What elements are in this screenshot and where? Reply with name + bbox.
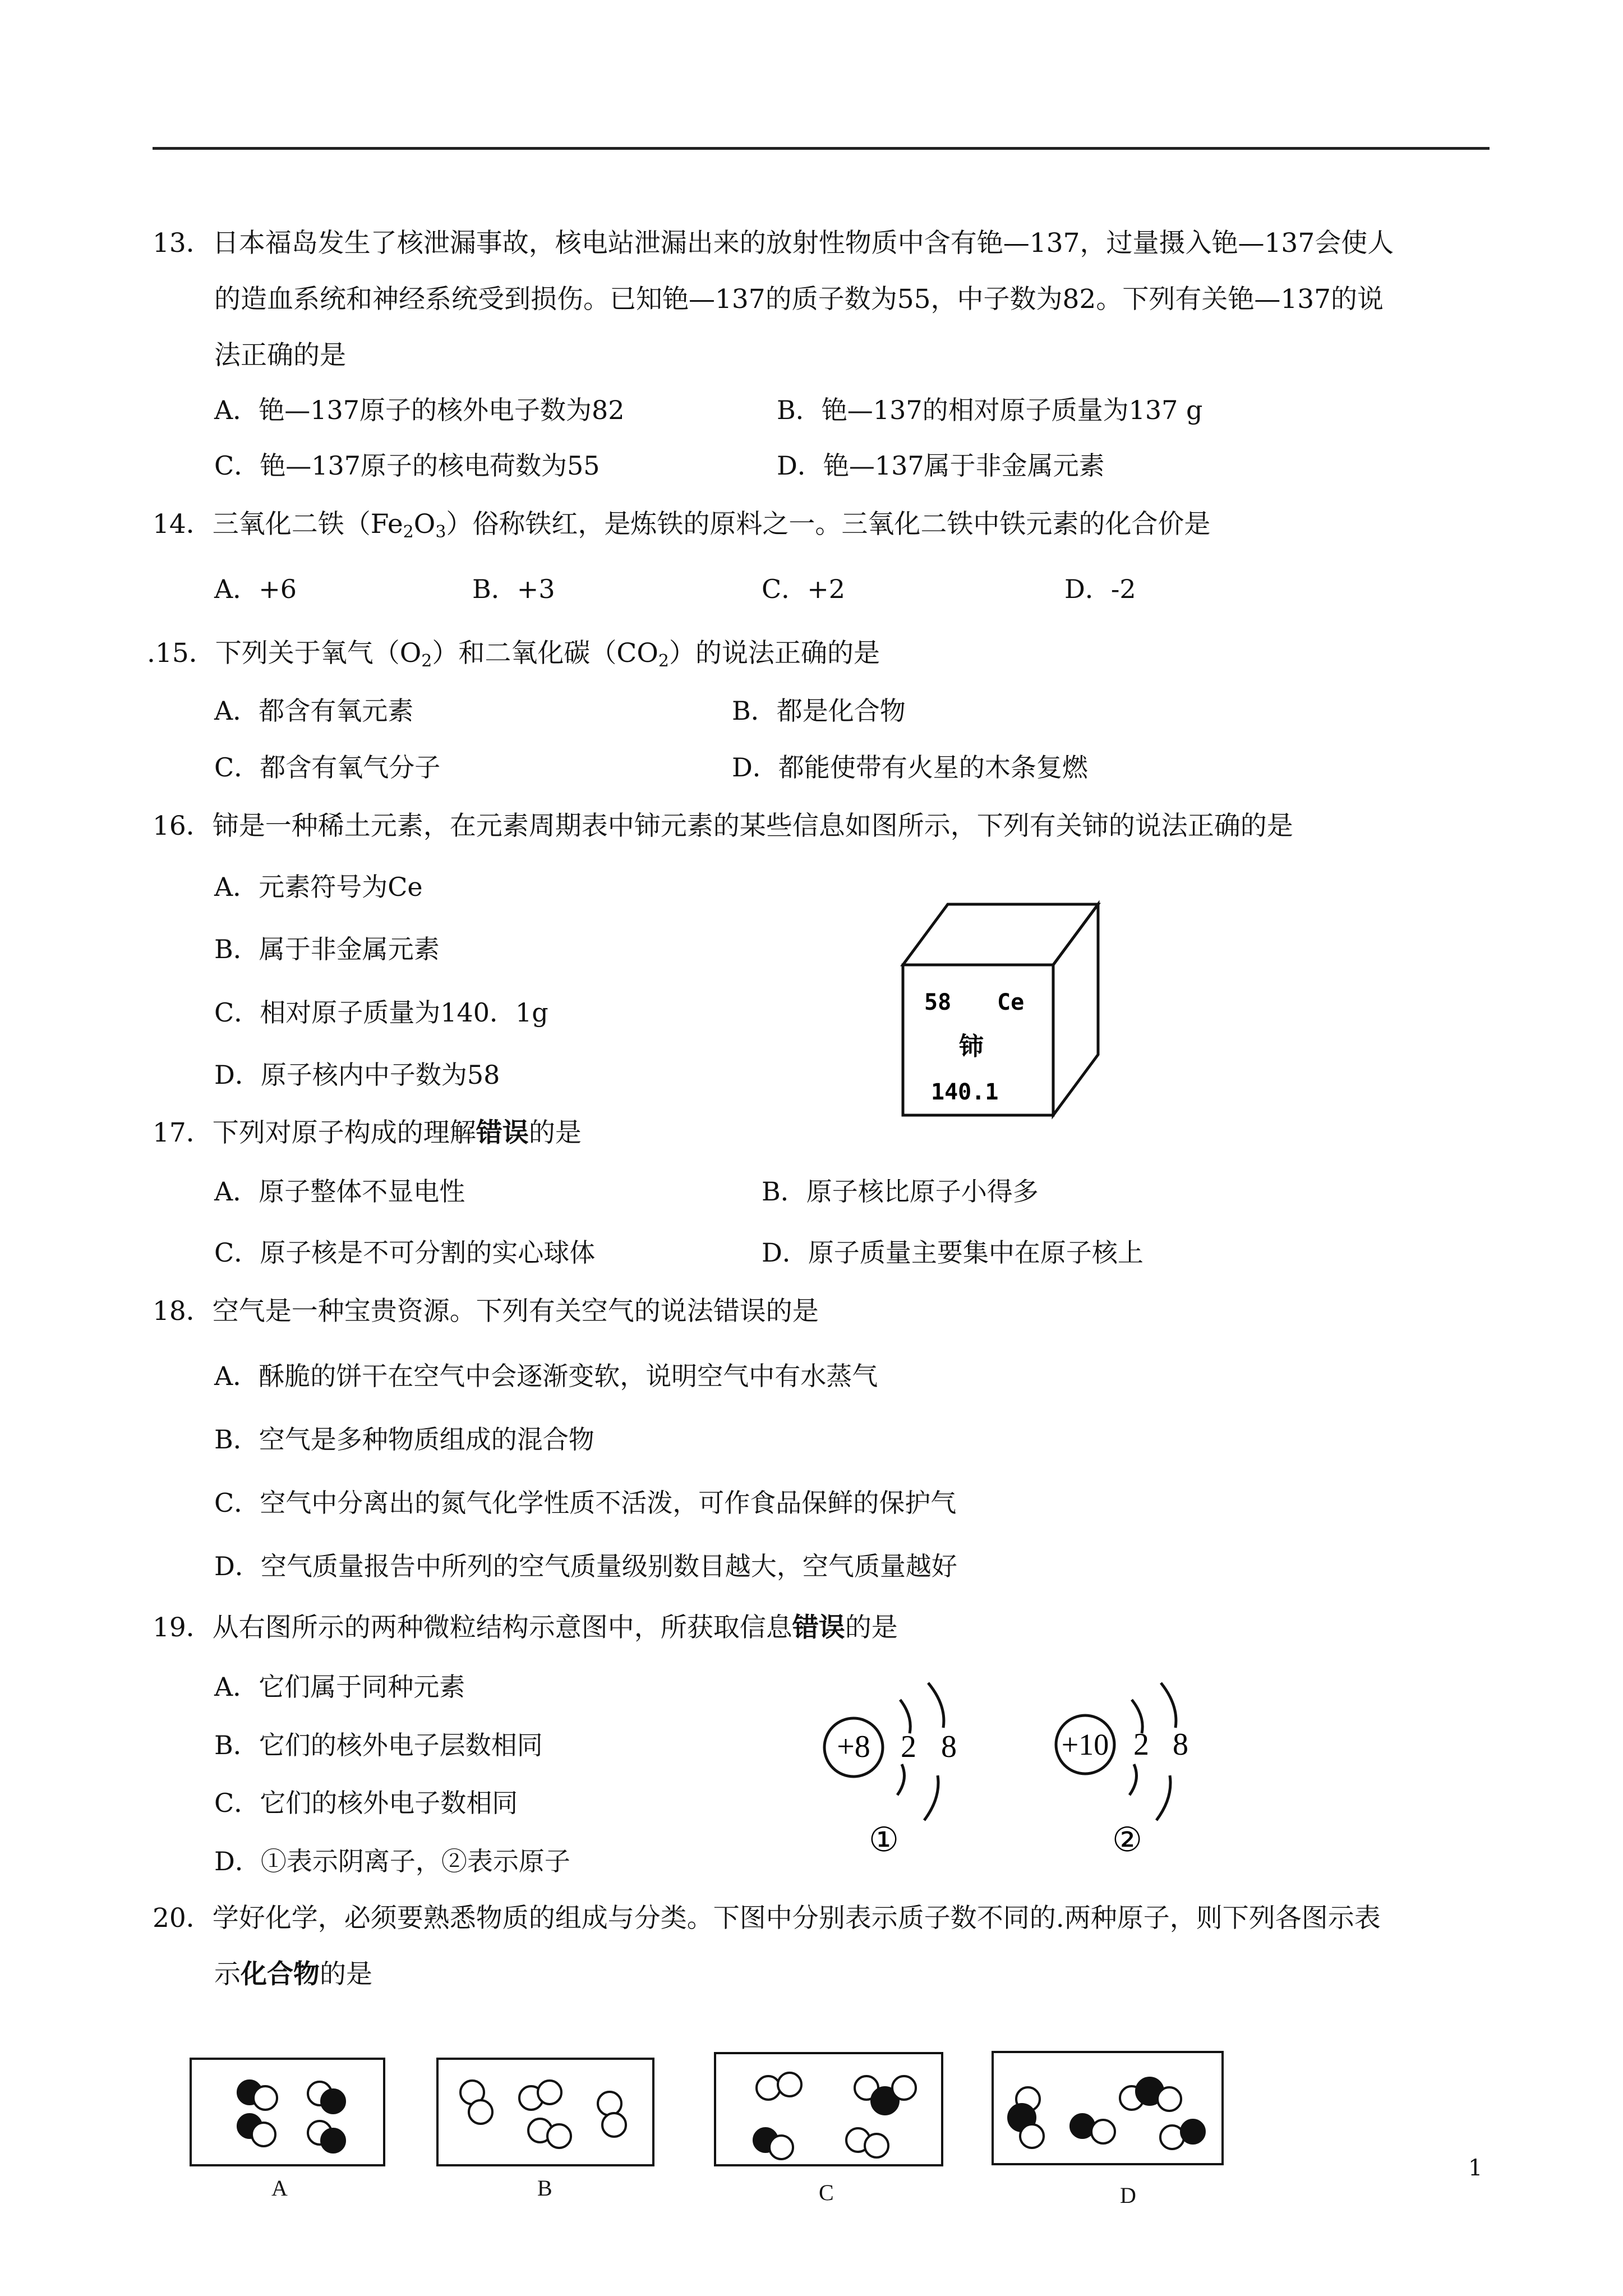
particle-1-shell-1: 2 <box>901 1729 916 1764</box>
particle-1-label: ① <box>869 1821 899 1858</box>
q16-option-a: A．元素符号为Ce <box>214 872 423 902</box>
q19-option-a: A．它们属于同种元素 <box>214 1672 465 1702</box>
q13-option-c: C．铯—137原子的核电荷数为55 <box>214 450 600 481</box>
q14-option-c: C．+2 <box>762 574 846 604</box>
q17-stem: 17．下列对原子构成的理解错误的是 <box>153 1117 582 1148</box>
figure-c-box <box>715 2053 942 2165</box>
q14-option-a: A．+6 <box>214 574 297 604</box>
element-symbol: Ce <box>997 990 1025 1015</box>
particle-1-diagram <box>824 1683 957 1858</box>
q15-option-b: B．都是化合物 <box>732 696 906 726</box>
q19-option-c: C．它们的核外电子数相同 <box>214 1788 518 1818</box>
q13-option-b: B．铯—137的相对原子质量为137 g <box>777 395 1203 425</box>
q14-option-d: D．-2 <box>1064 574 1136 604</box>
figure-b-label: B <box>537 2175 552 2201</box>
element-cell-figure <box>897 898 1105 1122</box>
q13-option-a: A．铯—137原子的核外电子数为82 <box>214 395 625 425</box>
header-rule <box>153 147 1490 150</box>
q18-option-d: D．空气质量报告中所列的空气质量级别数目越大，空气质量越好 <box>214 1551 957 1581</box>
figure-a-box <box>191 2059 384 2165</box>
q13-option-d: D．铯—137属于非金属元素 <box>777 450 1105 481</box>
q17-option-b: B．原子核比原子小得多 <box>762 1176 1039 1207</box>
particle-2-shell-2: 8 <box>1173 1727 1188 1762</box>
q13-line2: 的造血系统和神经系统受到损伤。已知铯—137的质子数为55，中子数为82。下列有关铯—137的说 <box>214 284 1384 315</box>
figure-b-box <box>437 2059 653 2165</box>
q18-option-a: A．酥脆的饼干在空气中会逐渐变软，说明空气中有水蒸气 <box>214 1361 878 1391</box>
particle-structure-figure <box>813 1660 1217 1874</box>
q15-option-d: D．都能使带有火星的木条复燃 <box>732 752 1088 783</box>
q19-option-d: D．①表示阴离子，②表示原子 <box>214 1846 570 1876</box>
figure-d-label: D <box>1120 2183 1136 2208</box>
q19-option-b: B．它们的核外电子层数相同 <box>214 1730 543 1760</box>
molecule-figures <box>185 2047 1239 2193</box>
q17-option-d: D．原子质量主要集中在原子核上 <box>762 1237 1144 1268</box>
q17-option-a: A．原子整体不显电性 <box>214 1176 465 1207</box>
q16-option-c: C．相对原子质量为140．1g <box>214 997 548 1028</box>
figure-c-label: C <box>819 2180 834 2205</box>
q15-option-c: C．都含有氧气分子 <box>214 752 441 783</box>
particle-1-nucleus: +8 <box>837 1729 870 1764</box>
particle-2-nucleus: +10 <box>1061 1728 1109 1761</box>
particle-2-diagram <box>1056 1683 1188 1858</box>
q16-option-b: B．属于非金属元素 <box>214 934 440 964</box>
q16-stem: 16．铈是一种稀土元素，在元素周期表中铈元素的某些信息如图所示，下列有关铈的说法正确的是 <box>153 811 1293 841</box>
figure-a-label: A <box>271 2175 288 2201</box>
element-name: 铈 <box>959 1032 984 1061</box>
q17-option-c: C．原子核是不可分割的实心球体 <box>214 1237 596 1268</box>
q18-stem: 18．空气是一种宝贵资源。下列有关空气的说法错误的是 <box>153 1296 819 1327</box>
q15-option-a: A．都含有氧元素 <box>214 696 414 726</box>
figure-d-box <box>993 2052 1223 2164</box>
q18-option-b: B．空气是多种物质组成的混合物 <box>214 1424 594 1455</box>
q14-option-b: B．+3 <box>472 574 555 604</box>
page-number: 1 <box>1468 2155 1483 2181</box>
q19-stem: 19．从右图所示的两种微粒结构示意图中，所获取信息错误的是 <box>153 1612 898 1643</box>
q16-option-d: D．原子核内中子数为58 <box>214 1060 500 1090</box>
particle-2-shell-1: 2 <box>1133 1727 1149 1762</box>
q20-line1: 20．学好化学，必须要熟悉物质的组成与分类。下图中分别表示质子数不同的.两种原子，则下列各图示表 <box>153 1903 1381 1934</box>
q13-line1: 13．日本福岛发生了核泄漏事故，核电站泄漏出来的放射性物质中含有铯—137，过量摄入铯—137会使人 <box>153 228 1394 259</box>
q14-stem: 14．三氧化二铁$(Fe_2O_3)$俗称铁红，是炼铁的原料之一。三氧化二铁中铁元素的化合价是 <box>153 509 1211 542</box>
particle-2-label: ② <box>1112 1821 1142 1858</box>
element-mass: 140.1 <box>931 1079 999 1105</box>
element-atomic-number: 58 <box>924 990 952 1015</box>
particle-1-shell-2: 8 <box>941 1729 957 1764</box>
q18-option-c: C．空气中分离出的氮气化学性质不活泼，可作食品保鲜的保护气 <box>214 1488 957 1518</box>
q20-line2: 示化合物的是 <box>214 1959 372 1990</box>
q15-stem: .15．下列关于氧气$(O_2)$和二氧化碳$(CO_2)$的说法正确的是 <box>147 638 880 671</box>
q13-line3: 法正确的是 <box>214 340 346 371</box>
